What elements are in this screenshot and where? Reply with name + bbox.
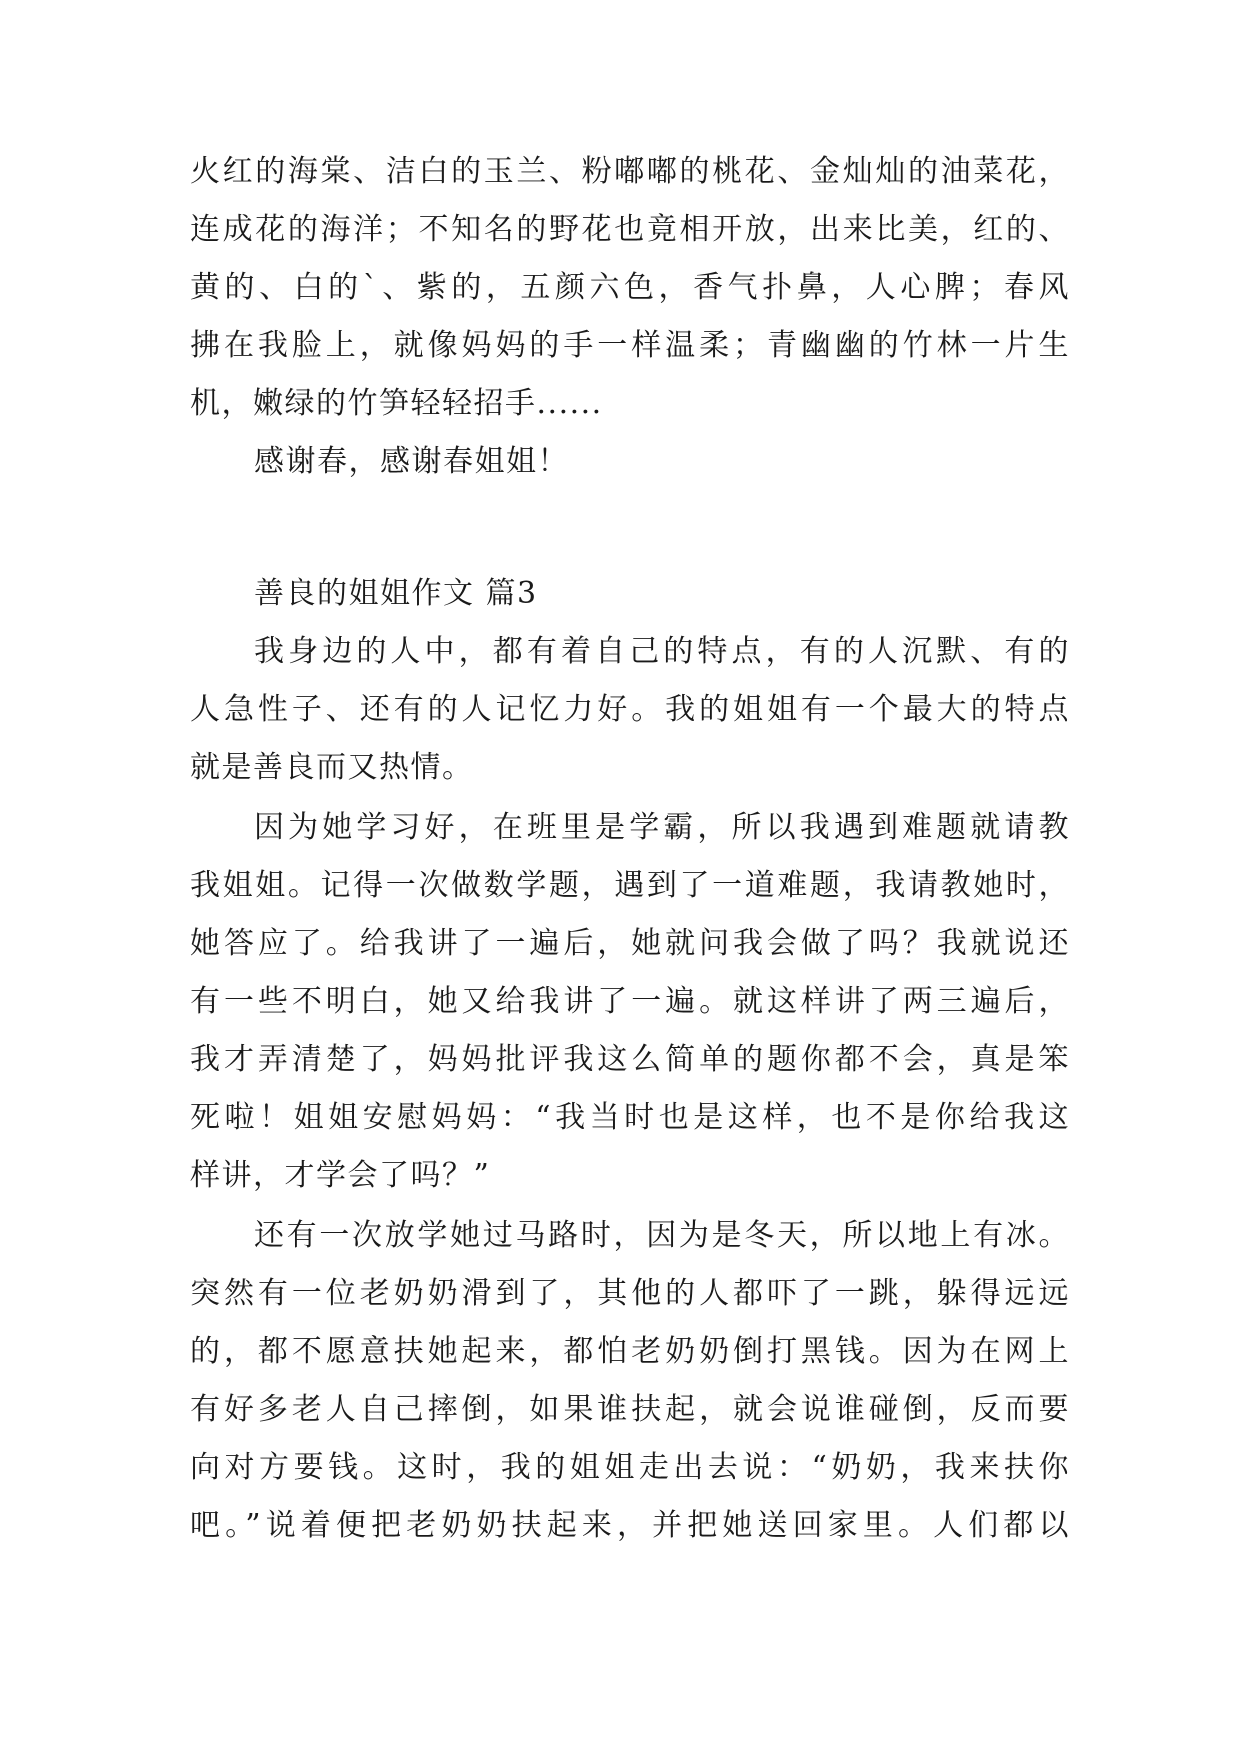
text-line: 还有一次放学她过马路时，因为是冬天，所以地上有冰。 (254, 1218, 1070, 1253)
text-line: 连成花的海洋；不知名的野花也竟相开放，出来比美，红的、 (190, 212, 1070, 247)
text-line: 火红的海棠、洁白的玉兰、粉嘟嘟的桃花、金灿灿的油菜花， (190, 154, 1070, 189)
text-line: 她答应了。给我讲了一遍后，她就问我会做了吗？我就说还 (190, 926, 1070, 961)
text-line: 人急性子、还有的人记忆力好。我的姐姐有一个最大的特点 (190, 692, 1070, 727)
text-line: 感谢春，感谢春姐姐！ (254, 444, 569, 479)
text-line: 拂在我脸上，就像妈妈的手一样温柔；青幽幽的竹林一片生 (190, 328, 1070, 363)
text-line: 突然有一位老奶奶滑到了，其他的人都吓了一跳，躲得远远 (190, 1276, 1070, 1311)
text-line: 的，都不愿意扶她起来，都怕老奶奶倒打黑钱。因为在网上 (190, 1334, 1070, 1369)
text-line: 我姐姐。记得一次做数学题，遇到了一道难题，我请教她时， (190, 868, 1070, 903)
text-line: 样讲，才学会了吗？” (190, 1158, 491, 1193)
text-line: 吧。”说着便把老奶奶扶起来，并把她送回家里。人们都以 (190, 1508, 1070, 1543)
text-line: 有好多老人自己摔倒，如果谁扶起，就会说谁碰倒，反而要 (190, 1392, 1070, 1427)
text-line: 机，嫩绿的竹笋轻轻招手...... (190, 386, 603, 421)
text-line: 死啦！姐姐安慰妈妈：“我当时也是这样，也不是你给我这 (190, 1100, 1070, 1135)
text-line: 有一些不明白，她又给我讲了一遍。就这样讲了两三遍后， (190, 984, 1070, 1019)
text-line: 我身边的人中，都有着自己的特点，有的人沉默、有的 (254, 634, 1070, 669)
section-heading: 善良的姐姐作文 篇3 (254, 576, 538, 611)
text-line: 因为她学习好，在班里是学霸，所以我遇到难题就请教 (254, 810, 1070, 845)
text-line: 我才弄清楚了，妈妈批评我这么简单的题你都不会，真是笨 (190, 1042, 1070, 1077)
text-line: 就是善良而又热情。 (190, 750, 474, 785)
text-line: 向对方要钱。这时，我的姐姐走出去说：“奶奶，我来扶你 (190, 1450, 1070, 1485)
text-line: 黄的、白的`、紫的，五颜六色，香气扑鼻，人心脾；春风 (190, 270, 1070, 305)
